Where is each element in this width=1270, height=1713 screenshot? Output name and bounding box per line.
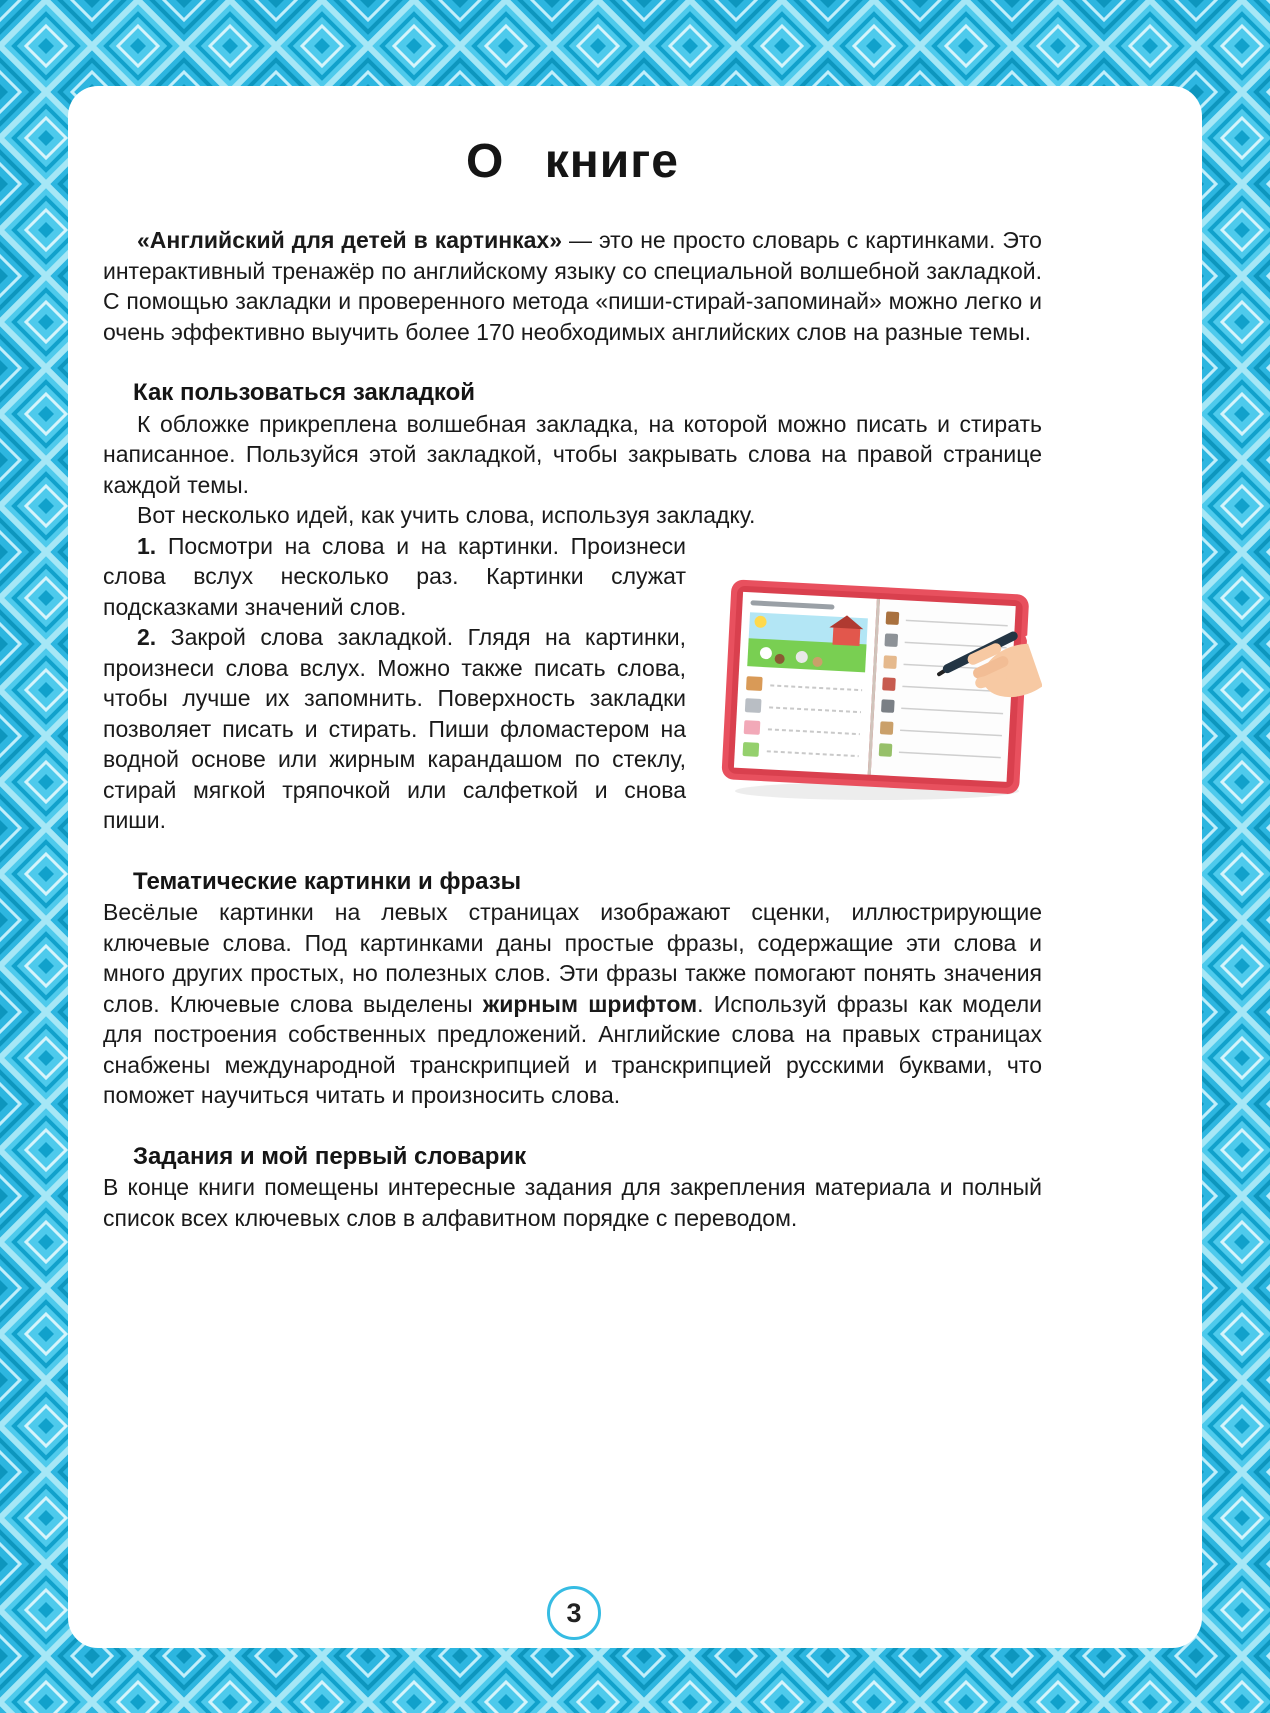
pictures-text-post: . Используй фразы как модели для построения собственных предложений. Английские слова на правых страницах снабжены международной транскрипцией и транскрипцией русскими буквами, что поможет научиться читать и произносить слова.	[103, 990, 1042, 1108]
bold-font-phrase: жирным шрифтом	[482, 990, 698, 1017]
item-1-number: 1.	[137, 532, 157, 559]
intro-paragraph	[103, 225, 1042, 347]
page-number-badge	[547, 1586, 601, 1640]
content-card	[68, 86, 1202, 1648]
item-2-text: Закрой слова закладкой. Глядя на картинки, произнеси слова вслух. Можно также писать слова, чтобы лучше их запомнить. Поверхность закладки позволяет писать и стирать. Пиши фломастером на водной основе или жирным карандашом по стеклу, стирай мягкой тряпочкой или салфеткой и снова пиши.	[103, 624, 687, 833]
item-1-text: Посмотри на слова и на картинки. Произнеси слова вслух несколько раз. Картинки служат подсказками значений слов.	[103, 532, 686, 620]
pictures-paragraph	[103, 897, 1042, 1111]
page-title: О книге	[466, 135, 679, 188]
section-heading-tasks: Задания и мой первый словарик	[133, 1142, 527, 1170]
bookmark-paragraph-2: Вот несколько идей, как учить слова, используя закладку.	[137, 502, 756, 528]
wrapped-text-area	[103, 531, 1042, 836]
pictures-text-pre: Весёлые картинки на левых страницах изображают сценки, иллюстрирующие ключевые слова. Под картинками даны простые фразы, содержащие эти слова и много других простых, но полезных слов. Эти фразы также помогают понять значения слов. Ключевые слова выделены	[103, 899, 1042, 1017]
tasks-paragraph: В конце книги помещены интересные задания для закрепления материала и полный список всех ключевых слов в алфавитном порядке с переводом.	[103, 1174, 1042, 1231]
section-heading-bookmark: Как пользоваться закладкой	[133, 379, 476, 406]
item-2-number: 2.	[137, 624, 157, 650]
book-title-bold: «Английский для детей в картинках»	[137, 227, 562, 253]
book-graphic	[712, 571, 1042, 816]
page-number: 3	[566, 1597, 582, 1628]
intro-text: — это не просто словарь с картинками. Это интерактивный тренажёр по английскому языку со специальной волшебной закладкой. С помощью закладки и проверенного метода «пиши-стирай-запоминай» можно легко и очень эффективно выучить более 170 необходимых английских слов на разные темы.	[103, 227, 1042, 345]
open-book-illustration	[712, 571, 1042, 816]
section-heading-pictures: Тематические картинки и фразы	[133, 867, 522, 895]
bookmark-paragraph-1: К обложке прикреплена волшебная закладка, на которой можно писать и стирать написанное. Пользуйся этой закладкой, чтобы закрывать слова на правой странице каждой темы.	[103, 410, 1042, 498]
